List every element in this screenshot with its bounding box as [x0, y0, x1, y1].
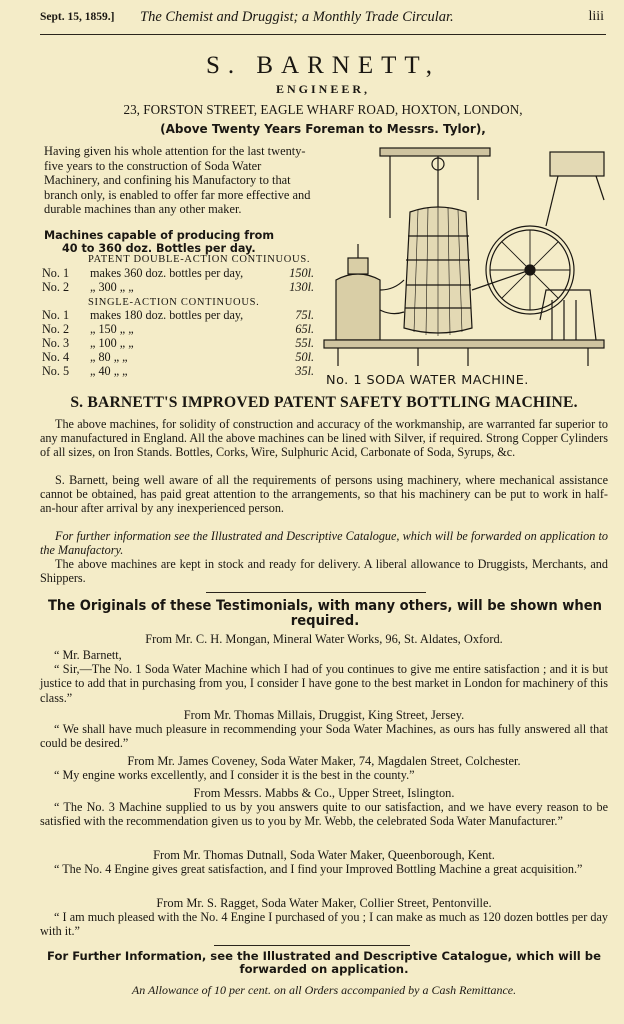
capacity-line-1: Machines capable of producing from [44, 229, 274, 242]
price-row [42, 364, 314, 378]
body-paragraph [40, 417, 608, 460]
model-price: 65l. [295, 322, 314, 336]
testimonial-source: From Mr. S. Ragget, Soda Water Maker, Collier Street, Pentonville. [156, 896, 492, 910]
testimonial-quote [40, 910, 608, 938]
price-row [42, 322, 314, 336]
illustration-caption: No. 1 SODA WATER MACHINE. [326, 373, 529, 388]
model-price: 130l. [289, 280, 314, 294]
model-description: makes 360 doz. bottles per day, [90, 266, 244, 280]
testimonials-heading: The Originals of these Testimonials, with many others, will be shown when required. [47, 597, 603, 630]
advertiser-address: 23, FORSTON STREET, EAGLE WHARF ROAD, HOXTON, LONDON, [123, 102, 523, 117]
testimonial-text: “ Sir,—The No. 1 Soda Water Machine which I had of you continues to give me entire satisfaction ; and it is but justice to add that in purchasing from you, I consider I have gone to the best market in London for machinery of this class.” [40, 662, 608, 705]
body-paragraph [40, 557, 608, 585]
testimonial-quote [40, 800, 608, 828]
testimonial-quote [40, 648, 608, 705]
running-head [40, 8, 606, 30]
model-description: „ 80 „ „ [90, 350, 128, 364]
model-description: makes 180 doz. bottles per day, [90, 308, 244, 322]
testimonial-source: From Mr. C. H. Mongan, Mineral Water Works, 96, St. Aldates, Oxford. [145, 632, 503, 646]
advertiser-title: ENGINEER, [275, 82, 370, 96]
price-row [42, 350, 314, 364]
capacity-line-2: 40 to 360 doz. Bottles per day. [62, 241, 256, 255]
single-action-heading: SINGLE-ACTION CONTINUOUS. [88, 297, 260, 308]
testimonial-text: “ We shall have much pleasure in recommending your Soda Water Machines, as ours has fully answered all that could be desired.” [40, 722, 608, 751]
footer-notice: For Further Information, see the Illustrated and Descriptive Catalogue, which will be forwarded on application. [47, 949, 601, 976]
section-title: S. BARNETT'S IMPROVED PATENT SAFETY BOTTLING MACHINE. [70, 394, 578, 411]
body-text: S. Barnett, being well aware of all the requirements of persons using machinery, where mechanical assistance cannot be obtained, has paid great attention to the arrangements, so that his machinery can be put to work in half-an-hour after arrival by any inexperienced person. [40, 473, 608, 516]
body-text: For further information see the Illustrated and Descriptive Catalogue, which will be forwarded on application to the Manufactory. [40, 529, 608, 558]
price-row [42, 266, 314, 280]
testimonial-text: “ The No. 4 Engine gives great satisfaction, and I find your Improved Bottling Machine a great acquisition.” [54, 862, 583, 876]
body-text: The above machines, for solidity of construction and accuracy of the workmanship, are warranted far superior to any manufactured in England. All the above machines can be lined with Silver, if required. Strong Copper Cylinders of all sizes, on Iron Stands. Bottles, Corks, Wire, Sulphuric Acid, Carbonate of Soda, Syrups, &c. [40, 417, 608, 460]
body-paragraph [40, 473, 608, 516]
footer-allowance: An Allowance of 10 per cent. on all Orders accompanied by a Cash Remittance. [131, 983, 517, 997]
double-action-heading: PATENT DOUBLE-ACTION CONTINUOUS. [88, 254, 311, 265]
capacity-note [44, 230, 320, 255]
page-number: liii [588, 9, 604, 24]
testimonial-source: From Mr. Thomas Dutnall, Soda Water Maker, Queenborough, Kent. [153, 848, 495, 862]
testimonial-quote [40, 768, 608, 782]
model-price: 35l. [295, 364, 314, 378]
testimonial-salutation: “ Mr. Barnett, [54, 648, 122, 662]
testimonial-source: From Mr. Thomas Millais, Druggist, King Street, Jersey. [183, 708, 465, 722]
section-divider [206, 592, 426, 593]
model-description: „ 150 „ „ [90, 322, 134, 336]
model-number: No. 1 [42, 266, 70, 280]
footer-rule [214, 945, 410, 946]
testimonial-quote [40, 862, 608, 876]
model-number: No. 3 [42, 336, 70, 350]
advertiser-credentials: (Above Twenty Years Foreman to Messrs. Tylor), [160, 122, 486, 136]
model-price: 50l. [295, 350, 314, 364]
model-price: 75l. [295, 308, 314, 322]
testimonial-text: “ The No. 3 Machine supplied to us by you answers quite to our satisfaction, and we have every reason to be satisfied with the recommendation given us to you by Mr. Webb, the celebrated Soda Water Manufacturer.” [40, 800, 608, 829]
model-price: 55l. [295, 336, 314, 350]
model-number: No. 4 [42, 350, 70, 364]
journal-title: The Chemist and Druggist; a Monthly Trade Circular. [140, 9, 454, 25]
model-number: No. 2 [42, 322, 70, 336]
header-rule [40, 34, 606, 35]
soda-water-machine-engraving [318, 140, 610, 372]
model-description: „ 300 „ „ [90, 280, 134, 294]
advertiser-name: S. BARNETT, [205, 52, 441, 79]
testimonial-source: From Messrs. Mabbs & Co., Upper Street, Islington. [193, 786, 455, 800]
model-number: No. 2 [42, 280, 70, 294]
model-price: 150l. [289, 266, 314, 280]
model-description: „ 40 „ „ [90, 364, 128, 378]
testimonial-text: “ My engine works excellently, and I consider it is the best in the county.” [54, 768, 415, 782]
testimonial-source: From Mr. James Coveney, Soda Water Maker, 74, Magdalen Street, Colchester. [127, 754, 521, 768]
price-row [42, 308, 314, 322]
issue-date: Sept. 15, 1859.] [40, 11, 115, 23]
model-number: No. 1 [42, 308, 70, 322]
model-description: „ 100 „ „ [90, 336, 134, 350]
testimonial-quote [40, 722, 608, 750]
body-text: The above machines are kept in stock and ready for delivery. A liberal allowance to Druggists, Merchants, and Shippers. [40, 557, 608, 586]
model-number: No. 5 [42, 364, 70, 378]
intro-paragraph: Having given his whole attention for the last twenty-five years to the construction of Soda Water Machinery, and confining his Manufactory to that branch only, is enabled to offer far more effective and durable machines than any other maker. [44, 144, 311, 216]
price-row [42, 280, 314, 294]
price-row [42, 336, 314, 350]
body-paragraph [40, 529, 608, 557]
testimonial-text: “ I am much pleased with the No. 4 Engine I purchased of you ; I can make as much as 120 dozen bottles per day with it.” [40, 910, 608, 939]
